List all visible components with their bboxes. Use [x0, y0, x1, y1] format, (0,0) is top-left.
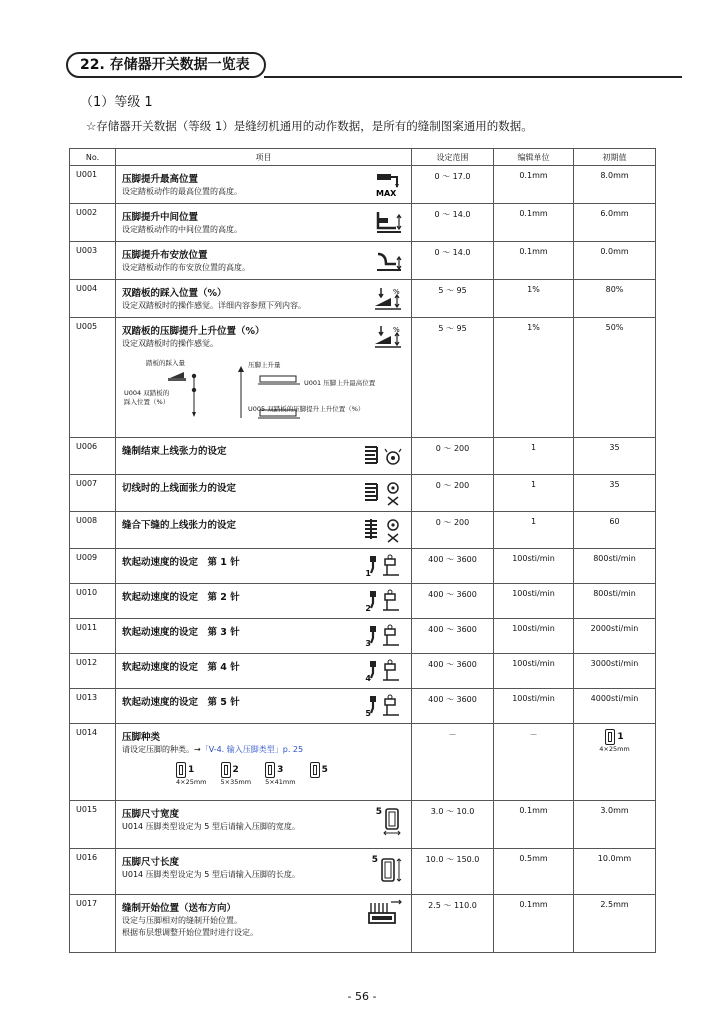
row-unit: 0.1mm: [494, 242, 574, 280]
row-no: U016: [70, 849, 116, 895]
row-no: U002: [70, 204, 116, 242]
item-name: 压脚种类: [122, 732, 161, 743]
row-item: [116, 318, 412, 438]
row-no: U003: [70, 242, 116, 280]
item-desc: [122, 744, 411, 756]
item-name: 压脚提升最高位置: [122, 174, 199, 185]
item-name: 切线时的上线面张力的设定: [122, 483, 237, 494]
row-init: 2.5mm: [574, 895, 656, 953]
foot-length-icon: [379, 855, 403, 885]
svg-text:%: %: [393, 288, 400, 296]
option-size: 5×35mm: [220, 778, 252, 786]
row-unit: 0.1mm: [494, 895, 574, 953]
row-item: [116, 801, 412, 849]
row-unit: 100sti/min: [494, 654, 574, 689]
row-item: [116, 584, 412, 619]
section-rule: [264, 76, 682, 78]
row-range: 400 ～ 3600: [412, 584, 494, 619]
stitch-number: 1: [365, 569, 371, 578]
item-desc: 设定双踏板时的操作感觉。详细内容参照下列内容。: [122, 301, 306, 310]
row-init: 3.0mm: [574, 801, 656, 849]
item-name: 双踏板的踩入位置（%）: [122, 288, 227, 299]
foot-option: [265, 762, 296, 786]
row-unit: 1%: [494, 280, 574, 318]
row-range: 0 ～ 200: [412, 438, 494, 475]
item-name: 软起动速度的设定 第 1 针: [122, 557, 240, 568]
row-init: 4000sti/min: [574, 689, 656, 724]
tension-start-icon: [363, 516, 403, 544]
stitch-number: 5: [365, 709, 371, 718]
icon-number: 5: [375, 807, 382, 817]
row-range: 0 ～ 17.0: [412, 166, 494, 204]
lift-arrow-icon: [234, 364, 248, 420]
row-range: 10.0 ～ 150.0: [412, 849, 494, 895]
table-row: [70, 438, 656, 475]
section-title: 22. 存储器开关数据一览表: [66, 52, 266, 78]
sew-start-position-icon: [367, 899, 403, 927]
row-range: 400 ～ 3600: [412, 549, 494, 584]
item-name: 缝合下缝的上线张力的设定: [122, 520, 237, 531]
item-name: 压脚提升布安放位置: [122, 250, 208, 261]
table-row: [70, 849, 656, 895]
row-init: 35: [574, 438, 656, 475]
row-item: [116, 166, 412, 204]
table-row: [70, 584, 656, 619]
item-desc: 设定双踏板时的操作感觉。: [122, 339, 218, 348]
row-item: [116, 654, 412, 689]
table-row: [70, 475, 656, 512]
row-item: [116, 475, 412, 512]
option-num: 2: [232, 765, 239, 775]
row-no: U012: [70, 654, 116, 689]
table-row: [70, 242, 656, 280]
row-unit: 0.1mm: [494, 166, 574, 204]
row-item: [116, 280, 412, 318]
row-no: U004: [70, 280, 116, 318]
table-row: [70, 689, 656, 724]
lift-label: 压脚上升量: [248, 361, 281, 369]
row-range: －: [412, 724, 494, 801]
init-size: 4×25mm: [599, 745, 630, 753]
table-row: [70, 512, 656, 549]
stitch-number: 3: [365, 639, 371, 648]
presser-foot-icon: [605, 729, 615, 745]
row-unit: 0.1mm: [494, 801, 574, 849]
header-range: 设定范围: [412, 149, 494, 166]
pedal-lift-icon: [373, 322, 403, 350]
table-row: [70, 654, 656, 689]
row-item: [116, 689, 412, 724]
page-number: - 56 -: [347, 990, 377, 1003]
stitch-number: 2: [365, 604, 371, 613]
row-unit: 0.1mm: [494, 204, 574, 242]
row-range: 0 ～ 14.0: [412, 242, 494, 280]
table-row: [70, 318, 656, 438]
row-no: U006: [70, 438, 116, 475]
header-unit: 编辑单位: [494, 149, 574, 166]
row-init: 50%: [574, 318, 656, 438]
row-range: 0 ～ 200: [412, 475, 494, 512]
item-desc: 设定踏板动作的中间位置的高度。: [122, 225, 242, 234]
u001-label: U001 压脚上升最高位置: [304, 379, 376, 387]
row-no: U013: [70, 689, 116, 724]
pedal-diagram: [126, 358, 411, 420]
reference-link[interactable]: 「V-4. 输入压脚类型」p. 25: [200, 745, 304, 754]
foot-type-options: [176, 762, 411, 786]
table-row: [70, 801, 656, 849]
presser-set-icon: [375, 246, 403, 274]
presser-middle-icon: [375, 208, 403, 236]
row-init: 0.0mm: [574, 242, 656, 280]
pedal-depress-icon: [373, 284, 403, 312]
item-name: 缝制结束上线张力的设定: [122, 446, 227, 457]
header-item: 项目: [116, 149, 412, 166]
row-no: U010: [70, 584, 116, 619]
item-name: 压脚提升中间位置: [122, 212, 199, 223]
row-init: 8.0mm: [574, 166, 656, 204]
desc-prefix: 请设定压脚的种类。→: [122, 745, 201, 754]
row-range: 0 ～ 200: [412, 512, 494, 549]
row-no: U008: [70, 512, 116, 549]
svg-text:%: %: [393, 326, 400, 334]
row-no: U011: [70, 619, 116, 654]
row-unit: 1%: [494, 318, 574, 438]
table-row: [70, 280, 656, 318]
item-name: 缝制开始位置（送布方向）: [122, 903, 237, 914]
row-no: U001: [70, 166, 116, 204]
item-desc: U014 压脚类型设定为 5 型后请输入压脚的宽度。: [122, 822, 300, 831]
table-row: [70, 895, 656, 953]
row-item: [116, 204, 412, 242]
item-desc: 设定踏板动作的布安放位置的高度。: [122, 263, 250, 272]
item-name: 压脚尺寸宽度: [122, 809, 180, 820]
item-desc: 设定与压脚相对的缝制开始位置。 根据布层想调整开始位置时进行设定。: [122, 916, 258, 937]
u004-label: U004 双踏板的 踩入位置（%）: [124, 389, 170, 406]
memory-switch-table: [69, 148, 656, 953]
item-name: 软起动速度的设定 第 3 针: [122, 627, 240, 638]
row-item: [116, 619, 412, 654]
foot-width-icon: [383, 807, 403, 837]
item-desc: U014 压脚类型设定为 5 型后请输入压脚的长度。: [122, 870, 300, 879]
table-header: [70, 149, 656, 166]
foot-option: [310, 762, 328, 786]
row-unit: 100sti/min: [494, 689, 574, 724]
init-num: 1: [617, 732, 624, 742]
row-range: 400 ～ 3600: [412, 654, 494, 689]
row-no: U017: [70, 895, 116, 953]
table-row: [70, 549, 656, 584]
row-item: [116, 512, 412, 549]
row-item: [116, 242, 412, 280]
row-init: 800sti/min: [574, 584, 656, 619]
presser-foot-icon: [265, 762, 275, 778]
pedal-depress-diagram-icon: [166, 366, 206, 420]
table-row: [70, 166, 656, 204]
table-row: [70, 724, 656, 801]
presser-foot-icon: [176, 762, 186, 778]
row-no: U007: [70, 475, 116, 512]
svg-text:MAX: MAX: [376, 189, 397, 198]
row-range: 400 ～ 3600: [412, 689, 494, 724]
option-num: 1: [188, 765, 195, 775]
foot-option: [221, 762, 252, 786]
row-init: 3000sti/min: [574, 654, 656, 689]
row-range: 5 ～ 95: [412, 318, 494, 438]
presser-max-icon: [375, 170, 403, 198]
row-unit: －: [494, 724, 574, 801]
row-unit: 100sti/min: [494, 549, 574, 584]
row-item: [116, 724, 412, 801]
row-init: 800sti/min: [574, 549, 656, 584]
row-init: [574, 724, 656, 801]
row-no: U014: [70, 724, 116, 801]
row-no: U005: [70, 318, 116, 438]
tension-end-icon: [363, 442, 403, 470]
icon-number: 5: [371, 855, 378, 865]
option-num: 3: [277, 765, 284, 775]
item-name: 软起动速度的设定 第 2 针: [122, 592, 240, 603]
row-unit: 100sti/min: [494, 619, 574, 654]
presser-foot-icon: [310, 762, 320, 778]
table-row: [70, 619, 656, 654]
row-range: 3.0 ～ 10.0: [412, 801, 494, 849]
item-name: 压脚尺寸长度: [122, 857, 180, 868]
row-init: 2000sti/min: [574, 619, 656, 654]
row-unit: 100sti/min: [494, 584, 574, 619]
row-unit: 0.5mm: [494, 849, 574, 895]
row-init: 60: [574, 512, 656, 549]
row-item: [116, 895, 412, 953]
row-range: 2.5 ～ 110.0: [412, 895, 494, 953]
presser-foot-icon: [221, 762, 231, 778]
row-item: [116, 438, 412, 475]
row-item: [116, 549, 412, 584]
row-unit: 1: [494, 475, 574, 512]
item-name: 软起动速度的设定 第 4 针: [122, 662, 240, 673]
row-no: U009: [70, 549, 116, 584]
item-name: 软起动速度的设定 第 5 针: [122, 697, 240, 708]
row-init: 10.0mm: [574, 849, 656, 895]
item-name: 双踏板的压脚提升上升位置（%）: [122, 326, 265, 337]
header-no: No.: [70, 149, 116, 166]
intro-text: ☆存储器开关数据（等级 1）是缝纫机通用的动作数据，是所有的缝制图案通用的数据。: [86, 119, 533, 133]
row-item: [116, 849, 412, 895]
sub-title: （1）等级 1: [80, 95, 153, 110]
row-unit: 1: [494, 512, 574, 549]
row-unit: 1: [494, 438, 574, 475]
row-init: 80%: [574, 280, 656, 318]
option-size: 4×25mm: [176, 778, 207, 786]
u005-label: U005 双踏板的压脚提升上升位置（%）: [248, 405, 365, 413]
row-init: 6.0mm: [574, 204, 656, 242]
option-size: 5×41mm: [265, 778, 296, 786]
row-no: U015: [70, 801, 116, 849]
tension-cut-icon: [363, 479, 403, 507]
option-num: 5: [321, 765, 328, 775]
row-init: 35: [574, 475, 656, 512]
item-desc: 设定踏板动作的最高位置的高度。: [122, 187, 242, 196]
row-range: 400 ～ 3600: [412, 619, 494, 654]
row-range: 5 ～ 95: [412, 280, 494, 318]
foot-option: [176, 762, 207, 786]
row-range: 0 ～ 14.0: [412, 204, 494, 242]
table-row: [70, 204, 656, 242]
pedal-label: 踏板的踩入量: [146, 359, 185, 367]
header-init: 初期值: [574, 149, 656, 166]
stitch-number: 4: [365, 674, 371, 683]
